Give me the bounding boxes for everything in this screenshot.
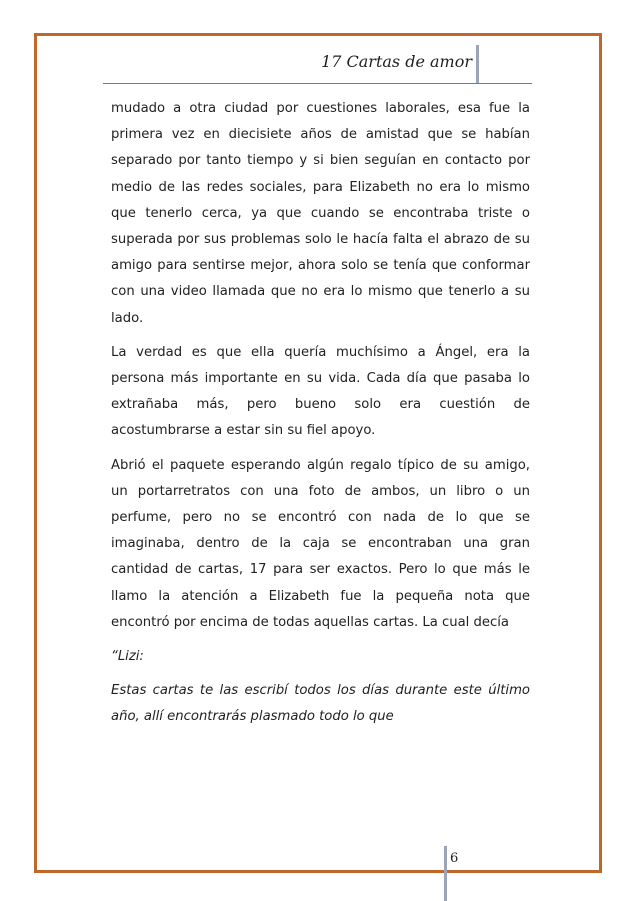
header-rule <box>103 83 532 84</box>
paragraph: La verdad es que ella quería muchísimo a Ángel, era la persona más importante en su vida. Cada día que pasaba lo extrañaba más, pero bueno solo era cuestión de acostumbrarse a estar sin su fiel apoyo. <box>111 344 530 439</box>
footer-accent-bar <box>444 846 447 901</box>
letter-text: Estas cartas te las escribí todos los días durante este último año, allí encontrarás plasmado todo lo que <box>111 683 530 725</box>
page-number: 6 <box>450 851 459 866</box>
header-accent-bar <box>476 45 479 83</box>
page-body <box>111 96 530 739</box>
paragraph: Abrió el paquete esperando algún regalo típico de su amigo, un portarretratos con una foto de ambos, un libro o un perfume, pero no se encontró con nada de lo que se imaginaba, dentro de la caja se encontraban una gran cantidad de cartas, 17 para ser exactos. Pero lo que más le llamo la atención a Elizabeth fue la pequeña nota que encontró por encima de todas aquellas cartas. La cual decía <box>111 457 530 630</box>
running-header-title: 17 Cartas de amor <box>321 52 472 71</box>
paragraph: mudado a otra ciudad por cuestiones laborales, esa fue la primera vez en diecisiete años de amistad que se habían separado por tanto tiempo y si bien seguían en contacto por medio de las redes sociales, para Elizabeth no era lo mismo que tenerlo cerca, ya que cuando se encontraba triste o superada por sus problemas solo le hacía falta el abrazo de su amigo para sentirse mejor, ahora solo se tenía que conformar con una video llamada que no era lo mismo que tenerlo a su lado. <box>111 101 530 326</box>
letter-salutation: “Lizi: <box>111 649 144 665</box>
